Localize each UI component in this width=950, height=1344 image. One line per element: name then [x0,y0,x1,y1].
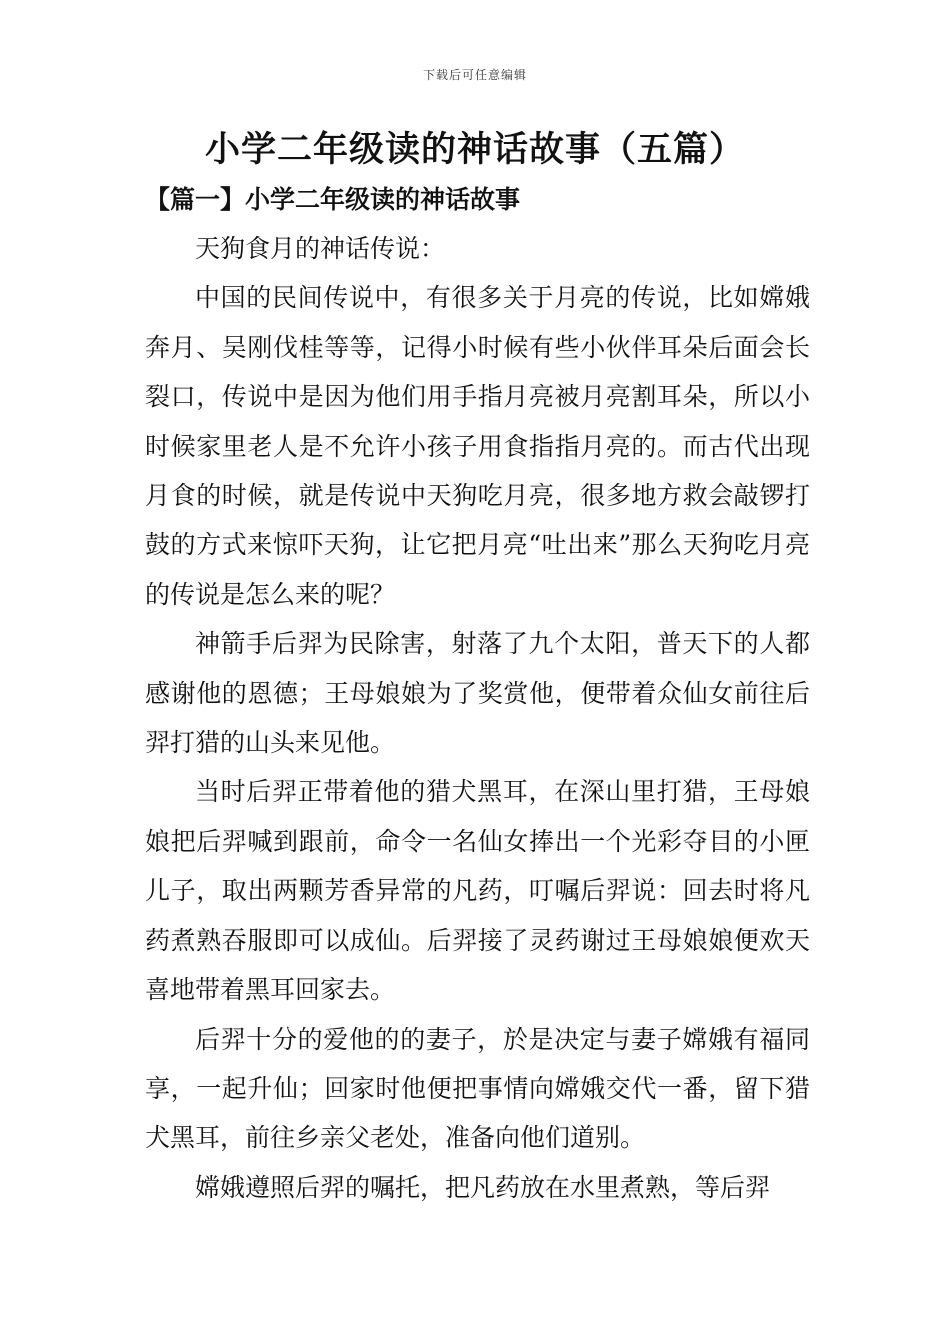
paragraph: 神箭手后羿为民除害，射落了九个太阳，普天下的人都感谢他的恩德；王母娘娘为了奖赏他，便带着众仙女前往后羿打猎的山头来见他。 [145,629,810,758]
paragraph: 当时后羿正带着他的猎犬黑耳，在深山里打猎，王母娘娘把后羿喊到跟前，命令一名仙女捧出一个光彩夺目的小匣儿子，取出两颗芳香异常的凡药，叮嘱后羿说：回去时将凡药煮熟吞服即可以成仙。后羿接了灵药谢过王母娘娘便欢天喜地带着黑耳回家去。 [145,777,810,1005]
header-note: 下载后可任意编辑 [422,68,527,82]
document-body [145,224,810,1212]
paragraph: 后羿十分的爱他的的妻子，於是决定与妻子嫦娥有福同享，一起升仙；回家时他便把事情向嫦娥交代一番，留下猎犬黑耳，前往乡亲父老处，准备向他们道别。 [145,1024,810,1153]
section-heading: 【篇一】小学二年级读的神话故事 [145,185,521,214]
paragraph: 中国的民间传说中，有很多关于月亮的传说，比如嫦娥奔月、吴刚伐桂等等，记得小时候有些小伙伴耳朵后面会长裂口，传说中是因为他们用手指月亮被月亮割耳朵，所以小时候家里老人是不允许小孩子用食指指月亮的。而古代出现月食的时候，就是传说中天狗吃月亮，很多地方救会敲锣打鼓的方式来惊吓天狗，让它把月亮“吐出来”那么天狗吃月亮的传说是怎么来的呢？ [145,283,810,609]
page-title: 小学二年级读的神话故事（五篇） [204,130,745,170]
paragraph: 嫦娥遵照后羿的嘱托，把凡药放在水里煮熟，等后羿 [195,1172,771,1202]
paragraph: 天狗食月的神话传说： [195,234,446,263]
